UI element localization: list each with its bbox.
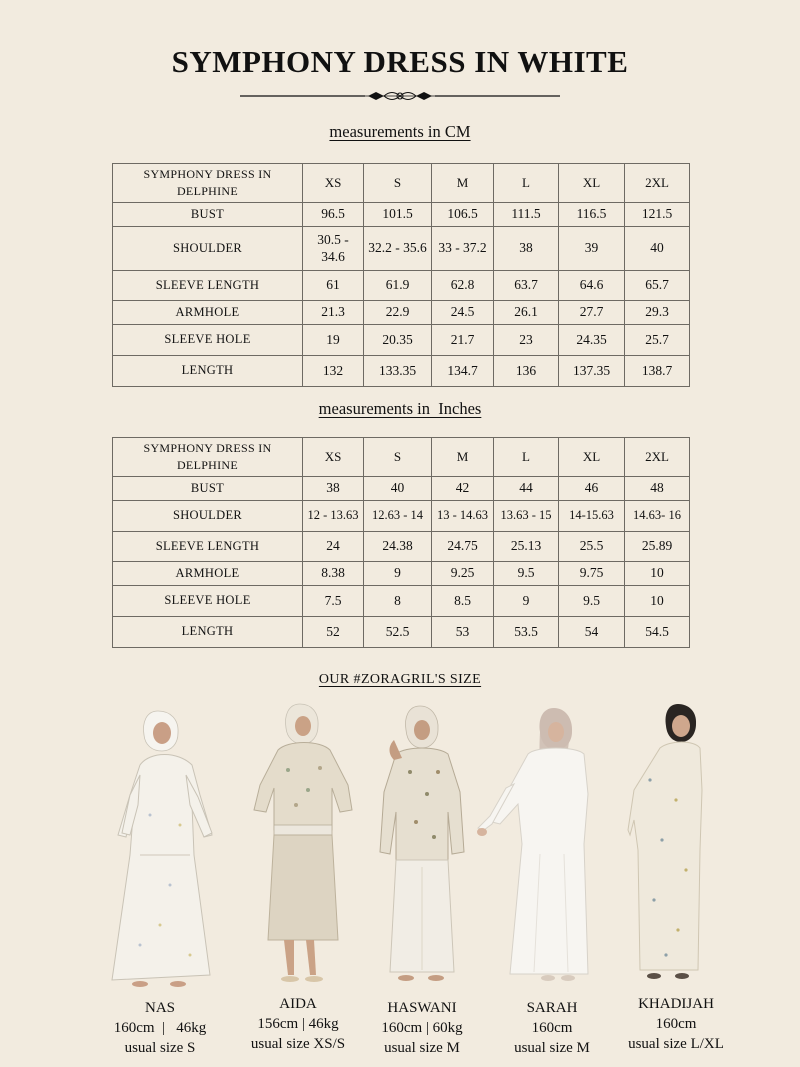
table-cell: 24.38 xyxy=(364,532,432,562)
model-usual-size: usual size M xyxy=(384,1040,460,1056)
table-cell: 38 xyxy=(303,477,364,501)
row-label: SLEEVE HOLE xyxy=(113,586,303,617)
table-cell: 9 xyxy=(364,562,432,586)
table-cell: 14.63- 16 xyxy=(625,501,690,532)
table-row xyxy=(113,532,690,562)
row-label: SLEEVE LENGTH xyxy=(113,271,303,301)
model-caption-nas xyxy=(80,998,240,1058)
row-label: LENGTH xyxy=(113,617,303,648)
table-cell: 40 xyxy=(364,477,432,501)
table-cell: 9.75 xyxy=(559,562,625,586)
table-row xyxy=(113,617,690,648)
table-cell: 54 xyxy=(559,617,625,648)
row-label: BUST xyxy=(113,203,303,227)
table-cell: 21.3 xyxy=(303,301,364,325)
size-header: L xyxy=(494,164,559,203)
table-cell: 132 xyxy=(303,356,364,387)
table-cell: 24.75 xyxy=(432,532,494,562)
table-cell: 22.9 xyxy=(364,301,432,325)
size-header: S xyxy=(364,164,432,203)
cm-section-heading: measurements in CM xyxy=(329,122,471,141)
table-cell: 53 xyxy=(432,617,494,648)
table-cell: 12 - 13.63 xyxy=(303,501,364,532)
table-row xyxy=(113,227,690,271)
table-row xyxy=(113,562,690,586)
table-cell: 25.7 xyxy=(625,325,690,356)
table-cell: 27.7 xyxy=(559,301,625,325)
table-cell: 24.5 xyxy=(432,301,494,325)
table-corner-label: SYMPHONY DRESS IN DELPHINE xyxy=(113,164,303,203)
models-heading: OUR #ZORAGRIL'S SIZE xyxy=(318,672,482,687)
ornament-divider xyxy=(240,86,560,106)
table-cell: 116.5 xyxy=(559,203,625,227)
size-header: M xyxy=(432,164,494,203)
table-cell: 52.5 xyxy=(364,617,432,648)
table-cell: 9.5 xyxy=(494,562,559,586)
table-cell: 63.7 xyxy=(494,271,559,301)
table-cell: 25.5 xyxy=(559,532,625,562)
table-corner-label: SYMPHONY DRESS IN DELPHINE xyxy=(113,438,303,477)
model-caption-khadijah xyxy=(596,994,756,1054)
table-cell: 9.25 xyxy=(432,562,494,586)
row-label: LENGTH xyxy=(113,356,303,387)
model-name: HASWANI xyxy=(387,1000,457,1016)
table-cell: 26.1 xyxy=(494,301,559,325)
table-cell: 38 xyxy=(494,227,559,271)
row-label: SLEEVE LENGTH xyxy=(113,532,303,562)
table-cell: 23 xyxy=(494,325,559,356)
table-cell: 19 xyxy=(303,325,364,356)
table-cell: 133.35 xyxy=(364,356,432,387)
table-cell: 106.5 xyxy=(432,203,494,227)
table-cell: 24 xyxy=(303,532,364,562)
table-cell: 8.38 xyxy=(303,562,364,586)
size-header: 2XL xyxy=(625,438,690,477)
table-cell: 62.8 xyxy=(432,271,494,301)
table-cell: 40 xyxy=(625,227,690,271)
model-usual-size: usual size XS/S xyxy=(250,1036,346,1052)
cm-size-table xyxy=(112,163,690,387)
table-cell: 10 xyxy=(625,562,690,586)
model-name: SARAH xyxy=(526,1000,578,1016)
size-header: M xyxy=(432,438,494,477)
model-photo-sarah xyxy=(470,704,600,986)
table-cell: 14-15.63 xyxy=(559,501,625,532)
table-cell: 65.7 xyxy=(625,271,690,301)
table-cell: 101.5 xyxy=(364,203,432,227)
table-cell: 42 xyxy=(432,477,494,501)
table-cell: 53.5 xyxy=(494,617,559,648)
table-header-row xyxy=(113,164,690,203)
model-photo-khadijah xyxy=(626,700,706,985)
table-cell: 13 - 14.63 xyxy=(432,501,494,532)
table-cell: 8 xyxy=(364,586,432,617)
table-cell: 7.5 xyxy=(303,586,364,617)
table-row xyxy=(113,325,690,356)
table-row xyxy=(113,477,690,501)
table-cell: 44 xyxy=(494,477,559,501)
table-cell: 21.7 xyxy=(432,325,494,356)
row-label: SLEEVE HOLE xyxy=(113,325,303,356)
page-title: SYMPHONY DRESS IN WHITE xyxy=(171,44,629,79)
table-cell: 48 xyxy=(625,477,690,501)
table-cell: 61.9 xyxy=(364,271,432,301)
model-photo-haswani xyxy=(372,702,472,987)
table-cell: 52 xyxy=(303,617,364,648)
table-cell: 9.5 xyxy=(559,586,625,617)
table-row xyxy=(113,301,690,325)
table-cell: 39 xyxy=(559,227,625,271)
size-header: L xyxy=(494,438,559,477)
size-header: XL xyxy=(559,438,625,477)
table-cell: 64.6 xyxy=(559,271,625,301)
model-stats: 160cm xyxy=(531,1020,573,1036)
table-cell: 25.89 xyxy=(625,532,690,562)
model-stats: 160cm | 46kg xyxy=(113,1020,207,1036)
model-name: NAS xyxy=(144,1000,175,1016)
table-cell: 136 xyxy=(494,356,559,387)
table-row xyxy=(113,356,690,387)
size-header: S xyxy=(364,438,432,477)
table-cell: 30.5 - 34.6 xyxy=(303,227,364,271)
model-photo-nas xyxy=(100,705,230,990)
table-cell: 54.5 xyxy=(625,617,690,648)
model-name: KHADIJAH xyxy=(638,996,714,1012)
model-stats: 156cm | 46kg xyxy=(257,1016,339,1032)
model-photo-aida xyxy=(248,700,358,985)
row-label: SHOULDER xyxy=(113,227,303,271)
table-cell: 138.7 xyxy=(625,356,690,387)
table-cell: 24.35 xyxy=(559,325,625,356)
row-label: SHOULDER xyxy=(113,501,303,532)
table-row xyxy=(113,501,690,532)
table-row xyxy=(113,586,690,617)
table-cell: 13.63 - 15 xyxy=(494,501,559,532)
model-usual-size: usual size M xyxy=(514,1040,590,1056)
row-label: BUST xyxy=(113,477,303,501)
table-cell: 61 xyxy=(303,271,364,301)
table-cell: 33 - 37.2 xyxy=(432,227,494,271)
model-name: AIDA xyxy=(279,996,317,1012)
size-header: XS xyxy=(303,438,364,477)
size-header: XS xyxy=(303,164,364,203)
table-cell: 134.7 xyxy=(432,356,494,387)
table-cell: 29.3 xyxy=(625,301,690,325)
table-cell: 25.13 xyxy=(494,532,559,562)
inch-size-table xyxy=(112,437,690,648)
table-cell: 96.5 xyxy=(303,203,364,227)
size-header: 2XL xyxy=(625,164,690,203)
table-row xyxy=(113,203,690,227)
row-label: ARMHOLE xyxy=(113,301,303,325)
table-cell: 12.63 - 14 xyxy=(364,501,432,532)
table-cell: 8.5 xyxy=(432,586,494,617)
model-usual-size: usual size L/XL xyxy=(628,1036,724,1052)
model-stats: 160cm | 60kg xyxy=(381,1020,463,1036)
table-cell: 121.5 xyxy=(625,203,690,227)
inch-section-heading: measurements in Inches xyxy=(318,399,482,418)
model-stats: 160cm xyxy=(655,1016,697,1032)
table-cell: 32.2 - 35.6 xyxy=(364,227,432,271)
table-header-row xyxy=(113,438,690,477)
table-cell: 46 xyxy=(559,477,625,501)
table-cell: 111.5 xyxy=(494,203,559,227)
table-cell: 9 xyxy=(494,586,559,617)
row-label: ARMHOLE xyxy=(113,562,303,586)
model-usual-size: usual size S xyxy=(124,1040,196,1056)
table-cell: 20.35 xyxy=(364,325,432,356)
table-cell: 137.35 xyxy=(559,356,625,387)
size-header: XL xyxy=(559,164,625,203)
table-row xyxy=(113,271,690,301)
table-cell: 10 xyxy=(625,586,690,617)
